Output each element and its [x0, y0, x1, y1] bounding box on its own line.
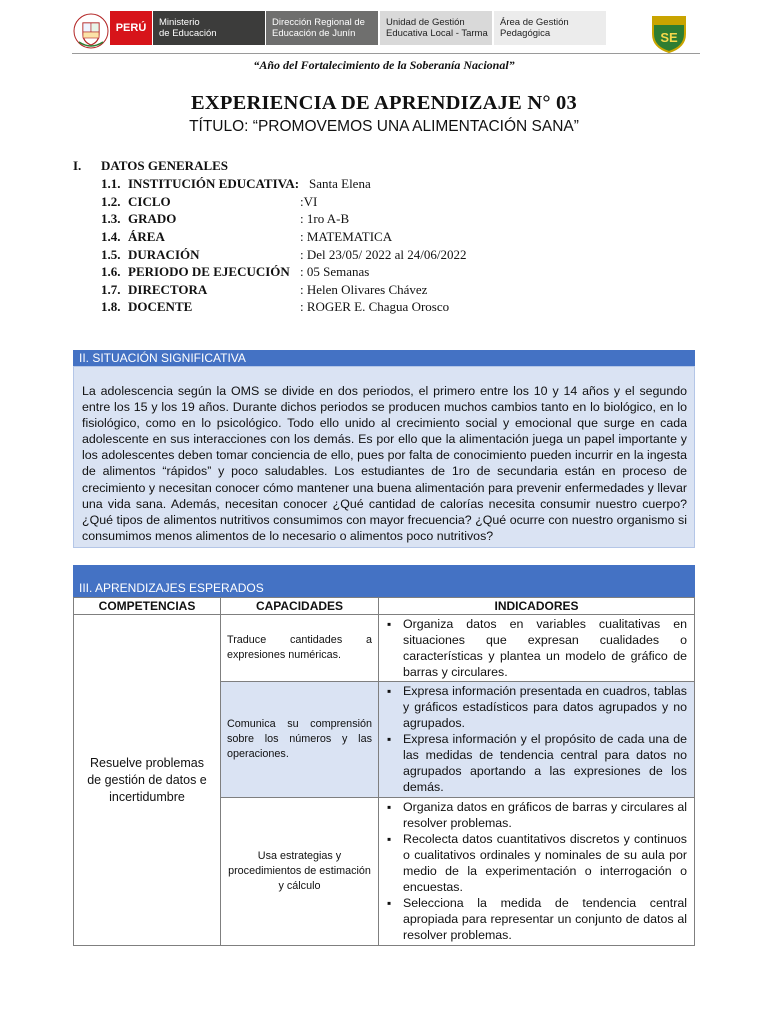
datos-value: : 05 Semanas — [300, 264, 370, 279]
datos-num: 1.7. — [101, 282, 121, 297]
indicador-item: ▪ Recolecta datos cuantitativos discretos y continuos o cualitativos ordinales y nominales de su aula por medio de la experimentación o interrogación o encuestas. — [385, 831, 687, 895]
peru-coat-of-arms-icon — [72, 12, 110, 50]
datos-label: INSTITUCIÓN EDUCATIVA: — [128, 176, 300, 191]
competencia-cell — [74, 615, 221, 946]
table-row — [74, 615, 695, 682]
datos-num: 1.4. — [101, 229, 121, 244]
indicadores-list — [385, 799, 687, 943]
logo-line: Ministerio — [159, 17, 200, 28]
logo-line: de Educación — [159, 28, 217, 39]
indicador-item: ▪ Expresa información y el propósito de cada una de las medidas de tendencia central para datos no agrupados aportando a las expresiones de los demás. — [385, 731, 687, 795]
datos-value: : 1ro A-B — [300, 211, 350, 226]
datos-row — [101, 229, 601, 247]
datos-row — [101, 264, 601, 282]
situacion-text: La adolescencia según la OMS se divide en dos periodos, el primero entre los 10 y 14 años y el segundo entre los 15 y los 19 años. Durante dichos periodos se producen muchos cambios tanto en lo biológico, en lo fisiológico, como en lo psicológico. Todo ello unido al crecimiento social y emocional que surge en cada adolescente en sus interacciones con los demás. Es por ello que la alimentación juega un papel importante y los adolescentes deben tomar conciencia de ello, pues por falta de conocimiento pueden incurrir en la ingesta de alimentos “rápidos” y poco saludables. Los estudiantes de 1ro de secundaria están en proceso de crecimiento y necesitan conocer cómo mantener una buena alimentación para prevenir enfermedades y llevar una vida sana. Además, necesitan conocer ¿Qué cantidad de calorías necesita consumir nuestro cuerpo? ¿Qué tipos de alimentos nutritivos consumimos con mayor frecuencia? ¿Qué ocurre con nuestro organismo si consumimos menos alimentos de lo necesario o alimentos poco nutritivos? — [82, 384, 687, 543]
indicador-item: ▪ Expresa información presentada en cuadros, tablas y gráficos estadísticos para datos agrupados y no agrupados. — [385, 683, 687, 731]
capacidad-cell: Traduce cantidades a expresiones numéricas. — [221, 615, 379, 682]
datos-label: PERIODO DE EJECUCIÓN — [128, 264, 290, 279]
datos-label: ÁREA — [128, 229, 165, 244]
datos-num: 1.8. — [101, 299, 121, 314]
page-title: EXPERIENCIA DE APRENDIZAJE N° 03 — [191, 92, 577, 114]
datos-label: DURACIÓN — [128, 247, 200, 262]
datos-row — [101, 194, 601, 212]
minedu-logo — [153, 11, 265, 45]
indicador-item: ▪ Organiza datos en gráficos de barras y circulares al resolver problemas. — [385, 799, 687, 831]
datos-value: :VI — [300, 194, 318, 209]
datos-label: DOCENTE — [128, 299, 193, 314]
datos-num: 1.6. — [101, 264, 121, 279]
datos-row — [101, 282, 601, 300]
datos-label: GRADO — [128, 211, 177, 226]
datos-value: : Helen Olivares Chávez — [300, 282, 428, 297]
drej-logo — [266, 11, 378, 45]
column-header: CAPACIDADES — [221, 598, 379, 615]
indicadores-list — [385, 683, 687, 795]
datos-row — [101, 211, 601, 229]
school-shield-icon — [650, 14, 688, 54]
ugel-logo — [380, 11, 492, 45]
indicadores-cell — [379, 615, 695, 682]
capacidad-cell: Usa estrategias y procedimientos de estimación y cálculo — [221, 798, 379, 946]
situacion-heading-bar: II. SITUACIÓN SIGNIFICATIVA — [73, 350, 695, 366]
datos-label: CICLO — [128, 194, 171, 209]
section-heading: DATOS GENERALES — [101, 158, 229, 173]
logo-line: Área de Gestión — [500, 17, 569, 28]
datos-num: 1.1. — [101, 176, 121, 191]
column-header: INDICADORES — [379, 598, 695, 615]
peru-logo-text: PERÚ — [115, 21, 147, 34]
datos-num: 1.5. — [101, 247, 121, 262]
header-divider — [72, 53, 700, 54]
indicadores-list — [385, 616, 687, 680]
datos-row — [101, 247, 601, 265]
section-number: I. — [73, 158, 82, 173]
agp-logo — [494, 11, 606, 45]
datos-value: : ROGER E. Chagua Orosco — [300, 299, 450, 314]
datos-value: Santa Elena — [309, 176, 371, 191]
logo-line: Educación de Junín — [272, 28, 356, 39]
datos-value: : Del 23/05/ 2022 al 24/06/2022 — [300, 247, 467, 262]
logo-line: Dirección Regional de — [272, 17, 365, 28]
indicadores-cell — [379, 798, 695, 946]
logo-line: Pedagógica — [500, 28, 551, 39]
capacidad-cell: Comunica su comprensión sobre los números y las operaciones. — [221, 682, 379, 798]
logo-line: Educativa Local - Tarma — [386, 28, 488, 39]
datos-row — [101, 176, 601, 194]
logo-line: Unidad de Gestión — [386, 17, 465, 28]
indicadores-cell — [379, 682, 695, 798]
school-shield-text: SE — [660, 30, 678, 45]
datos-num: 1.3. — [101, 211, 121, 226]
datos-num: 1.2. — [101, 194, 121, 209]
page-subtitle: TÍTULO: “PROMOVEMOS UNA ALIMENTACIÓN SANA” — [189, 118, 579, 135]
datos-label: DIRECTORA — [128, 282, 208, 297]
table-header-row — [74, 598, 695, 615]
datos-value: : MATEMATICA — [300, 229, 393, 244]
competencia-text: Resuelve problemas de gestión de datos e incertidumbre — [87, 755, 207, 804]
indicador-item: ▪ Selecciona la medida de tendencia central apropiada para representar un conjunto de datos al resolver problemas. — [385, 895, 687, 943]
year-motto: “Año del Fortalecimiento de la Soberanía Nacional” — [253, 58, 515, 72]
indicador-item: ▪ Organiza datos en variables cualitativas en situaciones que expresan cualidades o características y plantea un modelo de gráfico de barras y circulares. — [385, 616, 687, 680]
datos-row — [101, 299, 601, 317]
competencias-table — [73, 597, 695, 946]
column-header: COMPETENCIAS — [74, 598, 221, 615]
peru-logo — [110, 11, 152, 45]
aprendizajes-heading-bar: III. APRENDIZAJES ESPERADOS — [73, 565, 695, 597]
